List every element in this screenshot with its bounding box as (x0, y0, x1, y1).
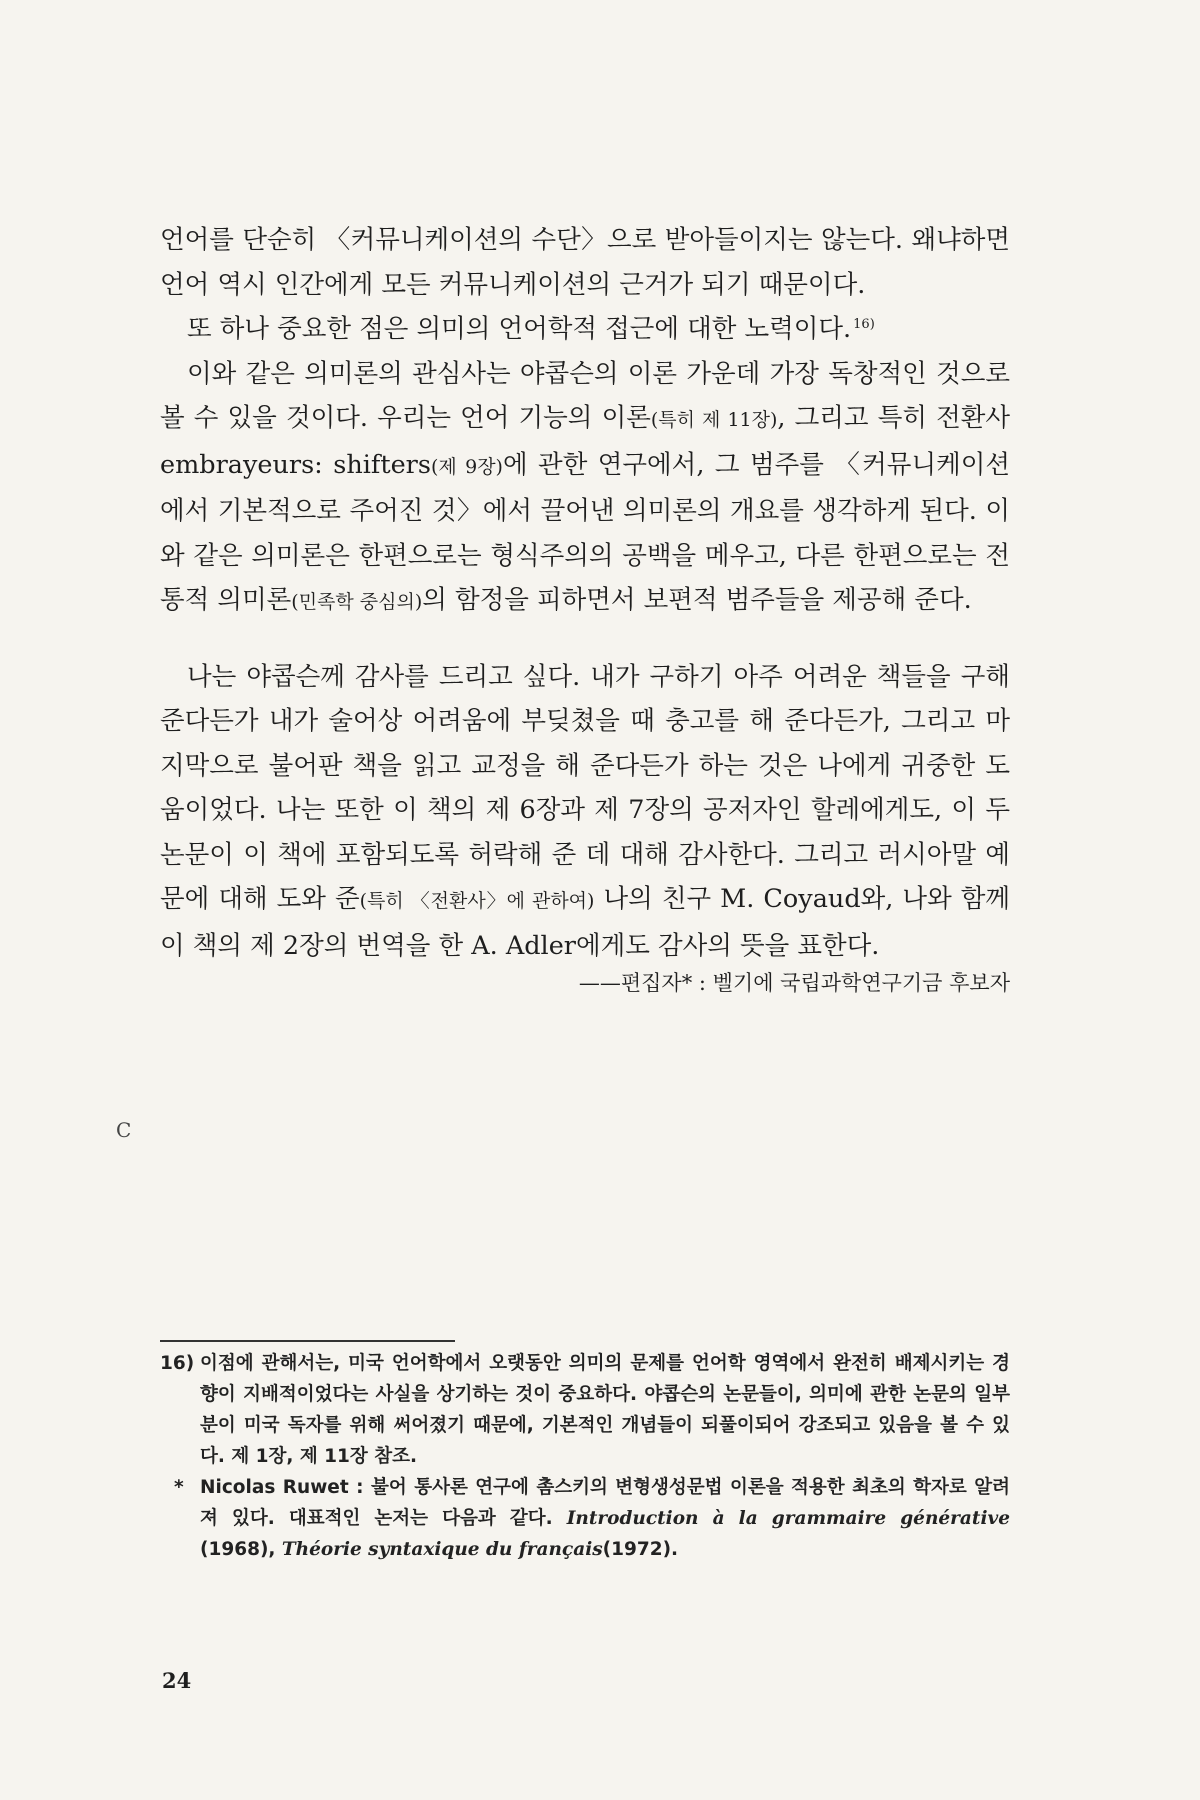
paragraph-4 (160, 655, 1010, 969)
footnote-star (160, 1472, 1010, 1565)
paragraph-2-text: 또 하나 중요한 점은 의미의 언어학적 접근에 대한 노력이다. (187, 314, 852, 344)
paragraph-3-aside-b: (특히 제 11장) (650, 409, 778, 431)
paragraph-3-text-e: 에 관한 연구에서, 그 범주를 〈커뮤니케이션에서 기본적으로 주어진 것〉에서 끌어낸 의미론의 개요를 생각하게 된다. 이와 같은 의미론은 한편으로는 형식주의의 공백을 메우고, 다른 한편으로는 전통적 의미론 (160, 449, 1010, 615)
paragraph-3-text-a: 이와 같은 의미론의 관심사는 야콥슨의 이론 가운데 가장 독창적인 것으로 볼 수 있을 것이다. 우리는 언어 기능의 이론 (160, 358, 1010, 433)
main-text (160, 218, 1010, 998)
paragraph-gap (160, 625, 1010, 655)
paragraph-3 (160, 352, 1010, 625)
signature: ——편집자* : 벨기에 국립과학연구기금 후보자 (578, 971, 1010, 995)
margin-mark: C (116, 1118, 132, 1142)
paragraph-2 (160, 307, 1010, 352)
paragraph-1-text: 언어를 단순히 〈커뮤니케이션의 수단〉으로 받아들이지는 않는다. 왜냐하면 언어 역시 인간에게 모든 커뮤니케이션의 근거가 되기 때문이다. (160, 225, 1010, 300)
footnote-star-year-2: (1972). (602, 1539, 679, 1560)
paragraph-3-text-c: , 그리고 특히 전환사 embrayeurs: shifters (160, 403, 1010, 480)
paragraph-4-text-a: 나는 야콥슨께 감사를 드리고 싶다. 내가 구하기 아주 어려운 책들을 구해 준다든가 내가 술어상 어려움에 부딪쳤을 때 충고를 해 준다든가, 그리고 마지막으로 불어판 책을 읽고 교정을 해 준다든가 하는 것은 나에게 귀중한 도움이었다. 나는 또한 이 책의 제 6장과 제 7장의 공저자인 할레에게도, 이 두 논문이 이 책에 포함되도록 허락해 준 데 대해 감사한다. 그리고 러시아말 예문에 대해 도와 준 (160, 661, 1010, 914)
footnote-star-title-1: Introduction à la grammaire générative (566, 1508, 1010, 1529)
paragraph-3-aside-d: (제 9장) (430, 455, 503, 478)
paragraph-1 (160, 218, 1010, 307)
footnote-16 (160, 1348, 1010, 1472)
footnote-star-title-2: Théorie syntaxique du français (281, 1539, 603, 1560)
paragraph-4-text-c: 나의 친구 M. Coyaud와, 나와 함께 이 책의 제 2장의 번역을 한 A. Adler에게도 감사의 뜻을 표한다. (160, 884, 1011, 961)
footnote-divider (160, 1340, 455, 1342)
paragraph-4-aside-b: (특히 〈전환사〉에 관하여) (359, 890, 595, 912)
footnote-16-mark: 16) (160, 1353, 195, 1374)
footnote-star-mark: * (174, 1477, 184, 1498)
footnotes (160, 1348, 1010, 1565)
page-number: 24 (162, 1668, 192, 1693)
paragraph-3-aside-f: (민족학 중심의) (291, 591, 423, 613)
footnote-star-year-1: (1968), (200, 1539, 282, 1560)
footnote-star-text: Nicolas Ruwet : 불어 통사론 연구에 촘스키의 변형생성문법 이론을 적용한 최초의 학자로 알려져 있다. 대표적인 논저는 다음과 같다. (200, 1477, 1010, 1529)
paragraph-3-text-g: 의 함정을 피하면서 보편적 범주들을 제공해 준다. (422, 585, 972, 615)
footnote-ref-16[interactable]: 16) (853, 316, 875, 332)
footnote-16-text: 이점에 관해서는, 미국 언어학에서 오랫동안 의미의 문제를 언어학 영역에서 완전히 배제시키는 경향이 지배적이었다는 사실을 상기하는 것이 중요하다. 야콥슨의 논문들이, 의미에 관한 논문의 일부분이 미국 독자를 위해 써어졌기 때문에, 기본적인 개념들이 되풀이되어 강조되고 있음을 볼 수 있다. 제 1장, 제 11장 참조. (200, 1353, 1010, 1467)
